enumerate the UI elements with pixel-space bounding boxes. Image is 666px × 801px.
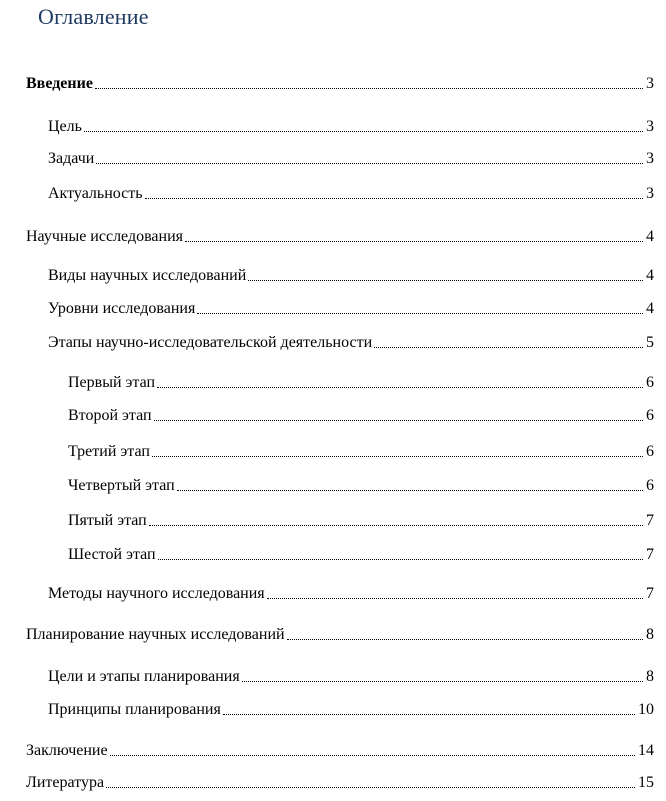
toc-entry-label: Уровни исследования	[48, 300, 196, 317]
toc-entry-planning-principles[interactable]	[48, 697, 654, 719]
toc-page-number: 8	[646, 626, 654, 643]
toc-page-number: 15	[638, 774, 654, 791]
toc-entry-label: Шестой этап	[68, 546, 156, 563]
toc-entry-goal[interactable]	[48, 114, 654, 136]
toc-entry-label: Цели и этапы планирования	[48, 668, 240, 685]
toc-entry-label: Пятый этап	[68, 512, 147, 529]
dot-leader	[95, 88, 643, 89]
toc-entry-stage-5[interactable]	[68, 508, 654, 530]
dot-leader	[96, 163, 643, 164]
toc-page-number: 7	[646, 512, 654, 529]
toc-entry-label: Принципы планирования	[48, 701, 221, 718]
toc-page-number: 6	[646, 374, 654, 391]
toc-entry-label: Планирование научных исследований	[26, 626, 285, 643]
dot-leader	[267, 598, 643, 599]
toc-page-number: 6	[646, 477, 654, 494]
dot-leader	[177, 490, 643, 491]
toc-entry-label: Цель	[48, 118, 82, 135]
dot-leader	[197, 313, 643, 314]
toc-page-number: 4	[646, 228, 654, 245]
toc-entry-label: Методы научного исследования	[48, 585, 265, 602]
toc-entry-label: Этапы научно-исследовательской деятельности	[48, 334, 373, 351]
toc-page-number: 5	[646, 334, 654, 351]
toc-entry-stage-6[interactable]	[68, 542, 654, 564]
dot-leader	[152, 456, 643, 457]
toc-entry-conclusion[interactable]	[26, 738, 654, 760]
toc-entry-label: Задачи	[48, 150, 95, 167]
toc-title: Оглавление	[38, 4, 149, 29]
dot-leader	[84, 131, 643, 132]
toc-entry-label: Четвертый этап	[68, 477, 175, 494]
toc-entry-label: Виды научных исследований	[48, 267, 247, 284]
toc-page-number: 3	[646, 150, 654, 167]
toc-entry-research-types[interactable]	[48, 263, 654, 285]
toc-page-number: 7	[646, 585, 654, 602]
toc-page-number: 6	[646, 443, 654, 460]
dot-leader	[110, 755, 635, 756]
toc-entry-tasks[interactable]	[48, 146, 654, 168]
toc-entry-label: Первый этап	[68, 374, 156, 391]
dot-leader	[106, 787, 635, 788]
toc-entry-label: Заключение	[26, 742, 108, 759]
toc-entry-stage-4[interactable]	[68, 473, 654, 495]
toc-page-number: 4	[646, 267, 654, 284]
toc-entry-relevance[interactable]	[48, 181, 654, 203]
toc-page-number: 3	[646, 75, 654, 92]
toc-page-number: 8	[646, 668, 654, 685]
toc-entry-research-levels[interactable]	[48, 296, 654, 318]
toc-entry-research-planning[interactable]	[26, 622, 654, 644]
toc-page-number: 7	[646, 546, 654, 563]
toc-entry-label: Второй этап	[68, 407, 152, 424]
toc-entry-introduction[interactable]	[26, 71, 654, 93]
toc-entry-scientific-research[interactable]	[26, 224, 654, 246]
toc-entry-label: Введение	[26, 75, 93, 92]
toc-entry-research-methods[interactable]	[48, 581, 654, 603]
dot-leader	[242, 681, 643, 682]
dot-leader	[158, 559, 643, 560]
toc-entry-stage-3[interactable]	[68, 439, 654, 461]
toc-page-number: 14	[638, 742, 654, 759]
dot-leader	[223, 714, 635, 715]
dot-leader	[154, 420, 643, 421]
dot-leader	[149, 525, 643, 526]
toc-entry-label: Научные исследования	[26, 228, 184, 245]
toc-entry-label: Литература	[26, 774, 105, 791]
toc-entry-planning-goals[interactable]	[48, 664, 654, 686]
toc-page-number: 3	[646, 118, 654, 135]
dot-leader	[287, 639, 643, 640]
toc-entry-stage-2[interactable]	[68, 403, 654, 425]
toc-page-number: 3	[646, 185, 654, 202]
toc-entry-label: Третий этап	[68, 443, 150, 460]
toc-page-number: 10	[638, 701, 654, 718]
toc-page-number: 4	[646, 300, 654, 317]
dot-leader	[185, 241, 643, 242]
toc-entry-literature[interactable]	[26, 770, 654, 792]
dot-leader	[248, 280, 643, 281]
dot-leader	[157, 387, 643, 388]
dot-leader	[145, 198, 643, 199]
toc-entry-label: Актуальность	[48, 185, 143, 202]
dot-leader	[374, 347, 643, 348]
toc-entry-stage-1[interactable]	[68, 370, 654, 392]
toc-entry-research-stages[interactable]	[48, 330, 654, 352]
toc-page-number: 6	[646, 407, 654, 424]
